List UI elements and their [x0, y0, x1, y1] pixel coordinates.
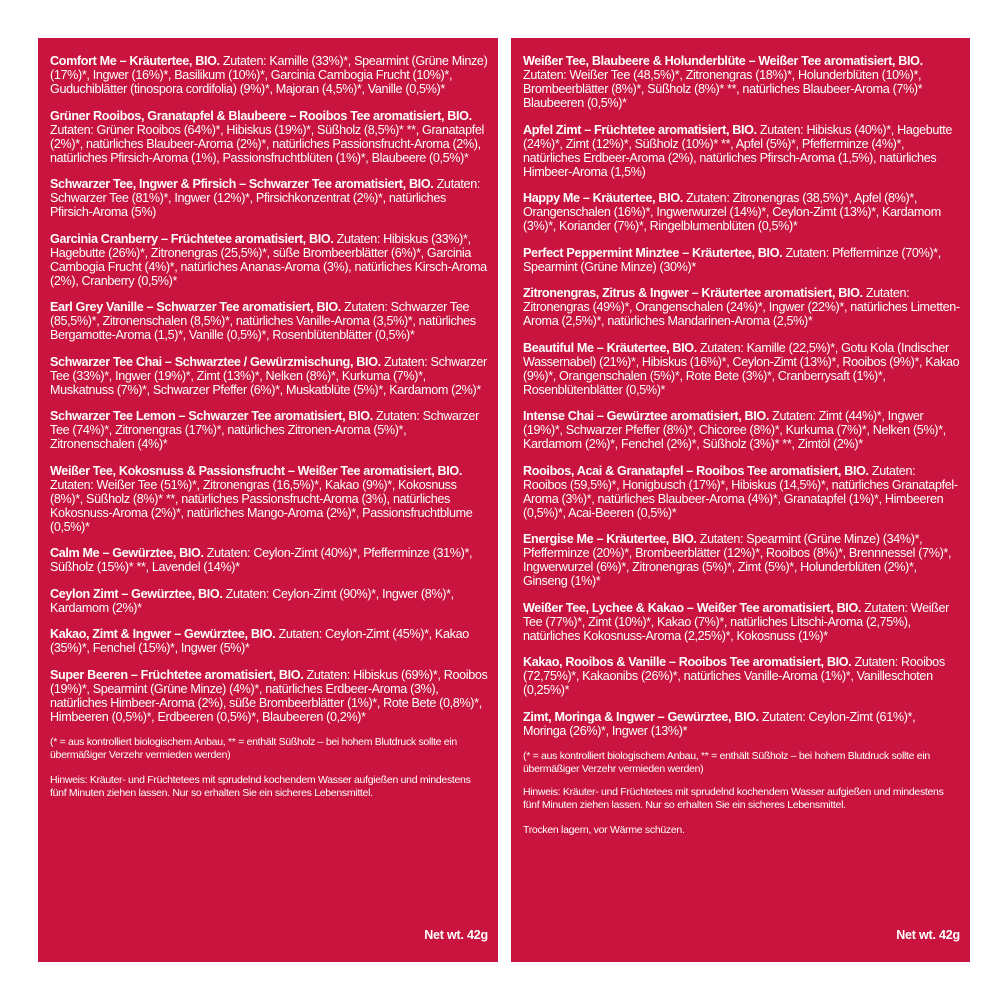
- tea-name: Super Beeren – Früchtetee aromatisiert, BIO.: [50, 667, 304, 682]
- right-net-weight: Net wt. 42g: [896, 928, 960, 942]
- tea-entry: [50, 355, 488, 397]
- tea-name: Weißer Tee, Kokosnuss & Passionsfrucht – Weißer Tee aromatisiert, BIO.: [50, 463, 462, 478]
- tea-ingredients: Zutaten: Kamille (22,5%)*, Gotu Kola (Indischer Wassernabel) (21%)*, Hibiskus (16%)*, Ceylon-Zimt (13%)*, Rooibos (9%)*, Kakao (9%)*, Orangenschalen (5%)*, Rote Bete (3%)*, Cranberrysaft (1%)*, Rosenblütenblätter (0,5%)*: [523, 340, 960, 397]
- right-footnote: (* = aus kontrolliert biologischem Anbau, ** = enthält Süßholz – bei hohem Blutdruck sollte ein übermäßiger Verzehr vermieden werden): [523, 750, 930, 775]
- tea-ingredients: Zutaten: Schwarzer Tee (85,5%)*, Zitronenschalen (8,5%)*, natürliches Vanille-Aroma (3,5%)*, natürliches Bergamotte-Aroma (1,5)*, Vanille (0,5%)*, Rosenblütenblätter (0,5%)*: [50, 300, 476, 342]
- tea-ingredients: Zutaten: Hibiskus (69%)*, Rooibos (19%)*, Spearmint (Grüne Minze) (4%)*, natürliches Erdbeer-Aroma (3%), natürliches Himbeer-Aroma (2%), süße Brombeerblätter (1%)*, Rote Bete (0,8%)*, Himbeeren (0,5%)*, Erdbeeren (0,5%)*, Blaubeeren (0,2%)*: [50, 667, 488, 724]
- tea-entry: [50, 668, 488, 724]
- left-ingredient-list: [50, 54, 488, 724]
- right-ingredients-panel: [511, 38, 970, 962]
- tea-ingredients: Zutaten: Hibiskus (33%)*, Hagebutte (26%)*, Zitronengras (25,5%)*, süße Brombeerblätter (6%)*, Garcinia Cambogia Frucht (4%)*, natürliches Ananas-Aroma (3%), natürliches Kirsch-Aroma (2%), Cranberry (0,5%)*: [50, 231, 487, 288]
- tea-entry: [523, 286, 960, 328]
- left-net-weight: Net wt. 42g: [424, 928, 488, 942]
- tea-entry: [50, 464, 488, 534]
- tea-ingredients: Zutaten: Ceylon-Zimt (40%)*, Pfefferminze (31%)*, Süßholz (15%)* **, Lavendel (14%)*: [50, 546, 473, 574]
- tea-entry: [50, 587, 488, 615]
- right-ingredient-list: [523, 54, 960, 738]
- tea-name: Garcinia Cranberry – Früchtetee aromatisiert, BIO.: [50, 231, 334, 246]
- tea-entry: [50, 409, 488, 451]
- right-storage-note: Trocken lagern, vor Wärme schüzen.: [523, 824, 685, 836]
- tea-name: Ceylon Zimt – Gewürztee, BIO.: [50, 586, 223, 601]
- left-footnote: (* = aus kontrolliert biologischem Anbau, ** = enthält Süßholz – bei hohem Blutdruck sollte ein übermäßiger Verzehr vermieden werden): [50, 736, 457, 761]
- tea-entry: [523, 123, 960, 179]
- tea-ingredients: Zutaten: Pfefferminze (70%)*, Spearmint (Grüne Minze) (30%)*: [523, 245, 941, 274]
- tea-name: Weißer Tee, Blaubeere & Holunderblüte – Weißer Tee aromatisiert, BIO.: [523, 54, 923, 68]
- tea-ingredients: Zutaten: Weißer Tee (51%)*, Zitronengras (16,5%)*, Kakao (9%)*, Kokosnuss (8%)*, Süßholz (8%)* **, natürliches Passionsfrucht-Aroma (3%), natürliches Kokosnuss-Aroma (2%)*, natürliches Mango-Aroma (2%)*, Passionsfruchtblume (0,5%)*: [50, 477, 473, 534]
- tea-entry: [50, 627, 488, 655]
- tea-entry: [523, 464, 960, 520]
- tea-ingredients: Zutaten: Hibiskus (40%)*, Hagebutte (24%)*, Zimt (12%)*, Süßholz (10%)* **, Apfel (5%)*, Pfefferminze (4%)*, natürliches Erdbeer-Aroma (2%), natürliches Pfirsch-Aroma (1,5%), natürliches Himbeer-Aroma (1,5%): [523, 122, 953, 179]
- tea-ingredients: Zutaten: Zimt (44%)*, Ingwer (19%)*, Schwarzer Pfeffer (8%)*, Chicoree (8%)*, Kurkuma (7%)*, Nelken (5%)*, Kardamom (2%)*, Fenchel (2%)*, Süßholz (3%)* **, Zimtöl (2%)*: [523, 409, 946, 451]
- tea-entry: [50, 300, 488, 342]
- tea-ingredients: Zutaten: Ceylon-Zimt (45%)*, Kakao (35%)*, Fenchel (15%)*, Ingwer (5%)*: [50, 627, 469, 655]
- tea-ingredients: Zutaten: Ceylon-Zimt (90%)*, Ingwer (8%)*, Kardamom (2%)*: [50, 586, 454, 615]
- tea-name: Weißer Tee, Lychee & Kakao – Weißer Tee aromatisiert, BIO.: [523, 600, 862, 615]
- tea-ingredients: Zutaten: Rooibos (72,75%)*, Kakaonibs (26%)*, natürliches Vanille-Aroma (1%)*, Vanilleschoten (0,25%)*: [523, 655, 945, 697]
- tea-name: Zimt, Moringa & Ingwer – Gewürztee, BIO.: [523, 709, 759, 724]
- tea-entry: [523, 341, 960, 397]
- tea-name: Kakao, Rooibos & Vanille – Rooibos Tee aromatisiert, BIO.: [523, 655, 852, 669]
- tea-name: Grüner Rooibos, Granatapfel & Blaubeere – Rooibos Tee aromatisiert, BIO.: [50, 108, 472, 123]
- tea-entry: [523, 54, 960, 110]
- tea-ingredients: Zutaten: Ceylon-Zimt (61%)*, Moringa (26%)*, Ingwer (13%)*: [523, 709, 916, 738]
- tea-ingredients: Zutaten: Weißer Tee (48,5%)*, Zitronengras (18%)*, Holunderblüten (10%)*, Brombeerblätter (8%)*, Süßholz (8%)* **, natürliches Blaubeer-Aroma (7%)* Blaubeeren (0,5%)*: [523, 68, 923, 110]
- tea-ingredients: Zutaten: Schwarzer Tee (74%)*, Zitronengras (17%)*, natürliches Zitronen-Aroma (5%)*, Zitronenschalen (4%)*: [50, 409, 479, 451]
- tea-name: Schwarzer Tee Chai – Schwarztee / Gewürzmischung, BIO.: [50, 354, 381, 369]
- tea-name: Rooibos, Acai & Granatapfel – Rooibos Tee aromatisiert, BIO.: [523, 463, 869, 478]
- tea-name: Intense Chai – Gewürztee aromatisiert, BIO.: [523, 409, 770, 423]
- left-ingredients-panel: [38, 38, 498, 962]
- tea-name: Schwarzer Tee, Ingwer & Pfirsich – Schwarzer Tee aromatisiert, BIO.: [50, 177, 434, 191]
- tea-entry: [50, 232, 488, 288]
- tea-entry: [523, 409, 960, 451]
- tea-name: Schwarzer Tee Lemon – Schwarzer Tee aromatisiert, BIO.: [50, 409, 373, 423]
- tea-name: Calm Me – Gewürztee, BIO.: [50, 546, 204, 560]
- tea-name: Perfect Peppermint Minztee – Kräutertee, BIO.: [523, 245, 783, 260]
- tea-entry: [523, 710, 960, 738]
- tea-name: Earl Grey Vanille – Schwarzer Tee aromatisiert, BIO.: [50, 300, 341, 314]
- tea-name: Happy Me – Kräutertee, BIO.: [523, 191, 683, 205]
- tea-name: Kakao, Zimt & Ingwer – Gewürztee, BIO.: [50, 627, 276, 641]
- tea-ingredients: Zutaten: Schwarzer Tee (33%)*, Ingwer (19%)*, Zimt (13%)*, Nelken (8%)*, Kurkuma (7%)*, Muskatnuss (7%)*, Schwarzer Pfeffer (6%)*, Muskatblüte (5%)*, Kardamom (2%)*: [50, 354, 487, 397]
- tea-name: Comfort Me – Kräutertee, BIO.: [50, 54, 220, 68]
- tea-name: Energise Me – Kräutertee, BIO.: [523, 532, 697, 546]
- tea-entry: [523, 655, 960, 697]
- tea-entry: [50, 177, 488, 219]
- tea-entry: [50, 109, 488, 165]
- right-preparation-hint: Hinweis: Kräuter- und Früchtetees mit sprudelnd kochendem Wasser aufgießen und mindestens fünf Minuten ziehen lassen. Nur so erhalten Sie ein sicheres Lebensmittel.: [523, 786, 944, 811]
- tea-ingredients: Zutaten: Kamille (33%)*, Spearmint (Grüne Minze) (17%)*, Ingwer (16%)*, Basilikum (10%)*, Garcinia Cambogia Frucht (10%)*, Guduchiblätter (tinospora cordifolia) (9%)*, Majoran (4,5%)*, Vanille (0,5%)*: [50, 54, 488, 96]
- tea-entry: [50, 54, 488, 96]
- tea-entry: [523, 601, 960, 643]
- tea-entry: [523, 191, 960, 233]
- tea-ingredients: Zutaten: Zitronengras (38,5%)*, Apfel (8%)*, Orangenschalen (16%)*, Ingwerwurzel (14%)*, Ceylon-Zimt (13%)*, Kardamom (3%)*, Koriander (7%)*, Ringelblumenblüten (0,5%)*: [523, 191, 941, 233]
- tea-name: Zitronengras, Zitrus & Ingwer – Kräutertee aromatisiert, BIO.: [523, 286, 863, 300]
- tea-ingredients: Zutaten: Zitronengras (49%)*, Orangenschalen (24%)*, Ingwer (22%)*, natürliches Limetten-Aroma (2,5%)*, natürliches Mandarinen-Aroma (2,5%)*: [523, 286, 960, 328]
- tea-ingredients: Zutaten: Schwarzer Tee (81%)*, Ingwer (12%)*, Pfirsichkonzentrat (2%)*, natürliches Pfirsich-Aroma (5%): [50, 177, 480, 219]
- tea-ingredients: Zutaten: Rooibos (59,5%)*, Honigbusch (17%)*, Hibiskus (14,5%)*, natürliches Granatapfel-Aroma (3%)*, natürliches Blaubeer-Aroma (4%)*, Granatapfel (1%)*, Himbeeren (0,5%)*, Acai-Beeren (0,5%)*: [523, 463, 958, 520]
- tea-ingredients: Zutaten: Spearmint (Grüne Minze) (34%)*, Pfefferminze (20%)*, Brombeerblätter (12%)*, Rooibos (8%)*, Brennnessel (7%)*, Ingwerwurzel (6%)*, Zitronengras (5%)*, Zimt (5%)*, Holunderblüten (2%)*, Ginseng (1%)*: [523, 532, 952, 588]
- tea-ingredients: Zutaten: Grüner Rooibos (64%)*, Hibiskus (19%)*, Süßholz (8,5%)* **, Granatapfel (2%)*, natürliches Blaubeer-Aroma (2%)*, natürliches Passionsfrucht-Aroma (2%), natürliches Pfirsich-Aroma (1%), Passionsfruchtblüten (1%)*, Blaubeere (0,5%)*: [50, 122, 484, 165]
- tea-name: Beautiful Me – Kräutertee, BIO.: [523, 340, 697, 355]
- left-preparation-hint: Hinweis: Kräuter- und Früchtetees mit sprudelnd kochendem Wasser aufgießen und mindestens fünf Minuten ziehen lassen. Nur so erhalten Sie ein sicheres Lebensmittel.: [50, 774, 471, 799]
- tea-name: Apfel Zimt – Früchtetee aromatisiert, BIO.: [523, 122, 757, 137]
- tea-entry: [50, 546, 488, 574]
- tea-entry: [523, 246, 960, 274]
- tea-ingredients: Zutaten: Weißer Tee (77%)*, Zimt (10%)*, Kakao (7%)*, natürliches Litschi-Aroma (2,75%), natürliches Kokosnuss-Aroma (2,25%)*, Kokosnuss (1%)*: [523, 600, 950, 643]
- tea-entry: [523, 532, 960, 588]
